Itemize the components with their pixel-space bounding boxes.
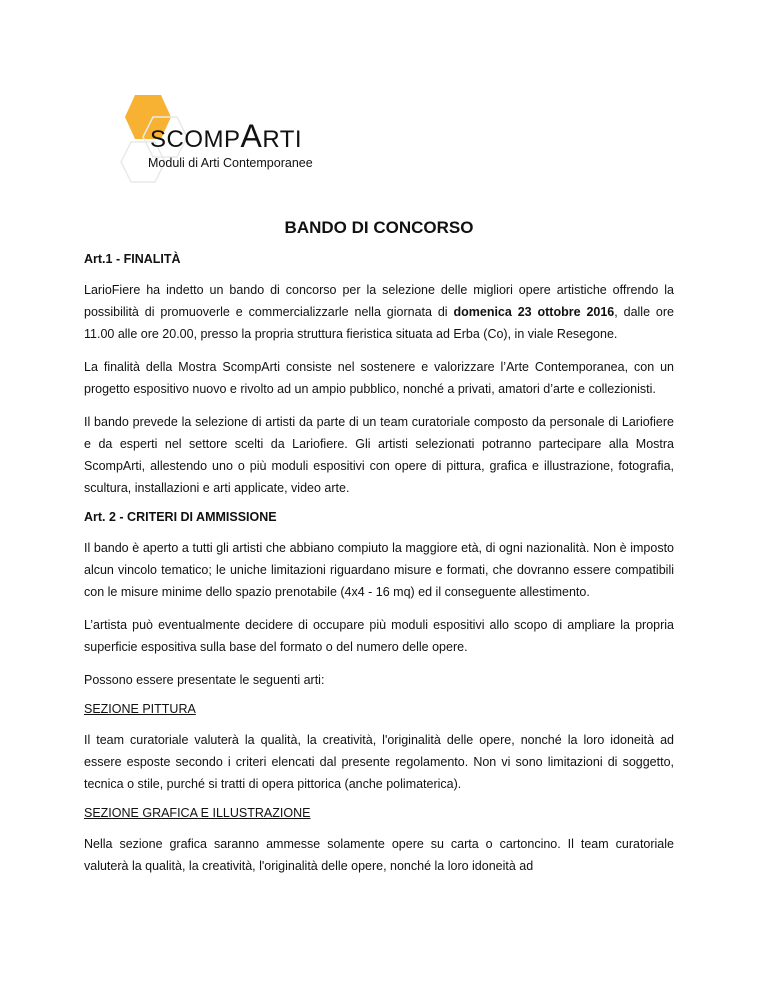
sezione-grafica-paragraph: Nella sezione grafica saranno ammesse solamente opere su carta o cartoncino. Il team curatoriale valuterà la qualità, la creatività, l'originalità delle opere, nonché la loro idoneità ad: [84, 837, 674, 873]
logo-subtitle: Moduli di Arti Contemporanee: [148, 156, 313, 170]
art1-paragraph-1: LarioFiere ha indetto un bando di concorso per la selezione delle migliori opere artistiche offrendo la possibilità di promuoverle e commercializzarle nella giornata di domenica 23 ottobre 2016, dalle ore 11.00 alle ore 20.00, presso la propria struttura fieristica situata ad Erba (Co), in viale Resegone.: [84, 283, 674, 341]
art1-paragraph-2: La finalità della Mostra ScompArti consiste nel sostenere e valorizzare l’Arte Contemporanea, con un progetto espositivo nuovo e rivolto ad un ampio pubblico, nonché a privati, amatori d’arte e collezionisti.: [84, 360, 674, 396]
art1-paragraph-3: Il bando prevede la selezione di artisti da parte di un team curatoriale composto da personale di Lariofiere e da esperti nel settore scelti da Lariofiere. Gli artisti selezionati potranno partecipare alla Mostra ScompArti, allestendo uno o più moduli espositivi con opere di pittura, grafica e illustrazione, fotografia, scultura, installazioni e arti applicate, video arte.: [84, 415, 674, 495]
art2-paragraph-3: Possono essere presentate le seguenti arti:: [84, 673, 325, 687]
document-body: [84, 218, 674, 888]
scomparti-logo: [115, 90, 355, 190]
sezione-grafica-heading: SEZIONE GRAFICA E ILLUSTRAZIONE: [84, 806, 311, 820]
sezione-pittura-paragraph: Il team curatoriale valuterà la qualità, la creatività, l'originalità delle opere, nonché la loro idoneità ad essere esposte secondo i criteri elencati dal presente regolamento. Non vi sono limitazioni di soggetto, tecnica o stile, purché si tratti di opera pittorica (anche polimaterica).: [84, 733, 674, 791]
document-title: BANDO DI CONCORSO: [284, 218, 474, 237]
logo-title: SCOMPARTI: [150, 118, 303, 154]
art2-paragraph-1: Il bando è aperto a tutti gli artisti che abbiano compiuto la maggiore età, di ogni nazionalità. Non è imposto alcun vincolo tematico; le uniche limitazioni riguardano misure e formati, che dovranno essere compatibili con le misure minime dello spazio prenotabile (4x4 - 16 mq) ed il conseguente allestimento.: [84, 541, 674, 599]
sezione-pittura-heading: SEZIONE PITTURA: [84, 702, 196, 716]
art1-heading: Art.1 - FINALITÀ: [84, 252, 181, 266]
art2-heading: Art. 2 - CRITERI DI AMMISSIONE: [84, 510, 277, 524]
art2-paragraph-2: L’artista può eventualmente decidere di occupare più moduli espositivi allo scopo di ampliare la propria superficie espositiva sulla base del formato o del numero delle opere.: [84, 618, 674, 654]
